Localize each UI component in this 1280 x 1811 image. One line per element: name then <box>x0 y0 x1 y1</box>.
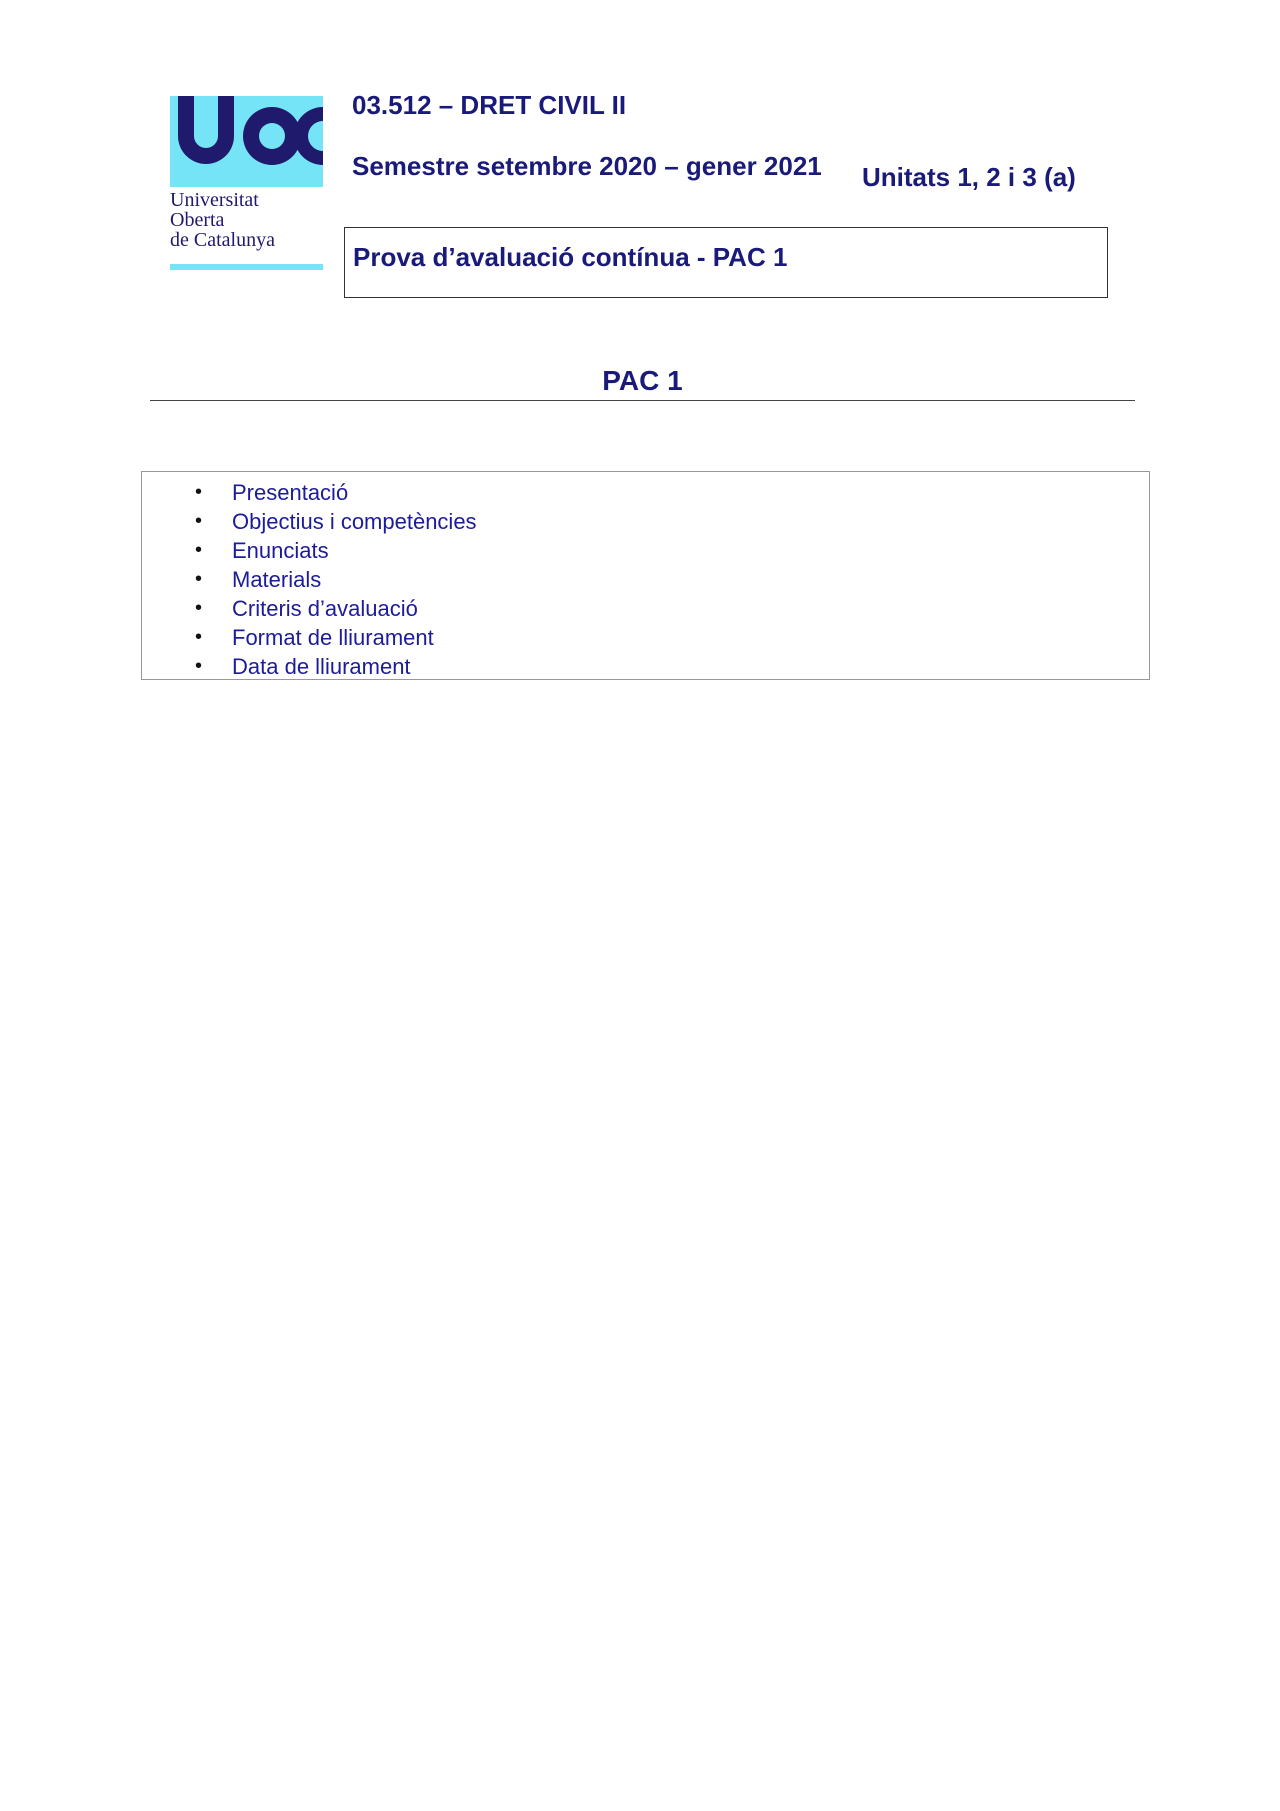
bullet-icon: • <box>195 481 203 503</box>
logo-line-3: de Catalunya <box>170 229 275 251</box>
contents-box <box>141 471 1150 680</box>
bullet-icon: • <box>195 539 203 561</box>
bullet-icon: • <box>195 655 203 677</box>
list-item-label: Presentació <box>232 480 349 505</box>
bullet-icon: • <box>195 597 203 619</box>
logo-underline <box>170 264 323 270</box>
bullet-icon: • <box>195 626 203 648</box>
uoc-logo-mark <box>170 96 323 187</box>
logo-line-2: Oberta <box>170 209 225 231</box>
assessment-box <box>344 227 1108 298</box>
semester: Semestre setembre 2020 – gener 2021 <box>352 151 822 181</box>
list-item-label: Format de lliurament <box>232 625 434 650</box>
section-divider <box>150 400 1135 401</box>
section-title: PAC 1 <box>602 365 683 396</box>
uoc-letters-icon <box>170 96 323 187</box>
bullet-icon: • <box>195 510 203 532</box>
course-code: 03.512 – DRET CIVIL II <box>352 90 627 120</box>
assessment-title: Prova d’avaluació contínua - PAC 1 <box>353 242 788 272</box>
list-item-label: Enunciats <box>232 538 329 563</box>
uoc-logo <box>170 96 325 276</box>
list-item-label: Materials <box>232 567 322 592</box>
logo-wordmark <box>170 190 275 250</box>
list-item-label: Data de lliurament <box>232 654 411 679</box>
units: Unitats 1, 2 i 3 (a) <box>862 162 1076 192</box>
list-item-label: Criteris d’avaluació <box>232 596 418 621</box>
logo-line-1: Universitat <box>170 189 259 211</box>
bullet-icon: • <box>195 568 203 590</box>
list-item-label: Objectius i competències <box>232 509 477 534</box>
